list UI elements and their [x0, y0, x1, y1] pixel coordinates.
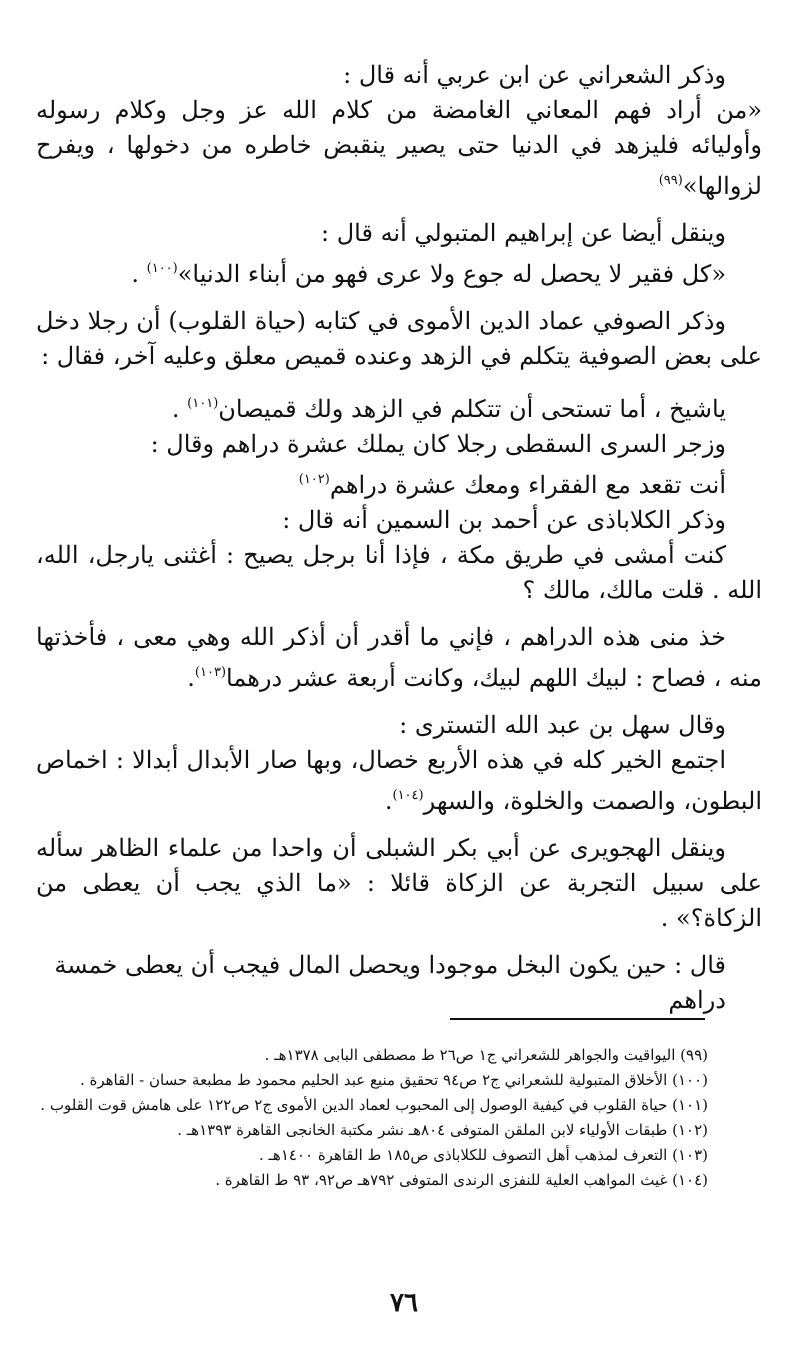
quote-paragraph: [36, 386, 762, 427]
paragraph-text: «كل فقير لا يحصل له جوع ولا عرى فهو من أبناء الدنيا»: [177, 260, 726, 288]
quote-paragraph: [36, 743, 762, 819]
footnote-ref: (٩٩): [658, 173, 683, 188]
footnote-ref: (١٠٠): [146, 261, 178, 276]
quote-paragraph: كنت أمشى في طريق مكة ، فإذا أنا برجل يصيح : أغثنى يارجل، الله، الله . قلت مالك، مالك ؟: [36, 541, 762, 604]
footnotes: [40, 1043, 708, 1193]
quote-paragraph: [36, 462, 762, 503]
paragraph-text: «من أراد فهم المعاني الغامضة من كلام الله عز وجل وكلام رسوله وأوليائه فليزهد في الدنيا حتى يصير ينقبض خاطره من دخولها ، ويفرح لزوالها»: [36, 96, 762, 200]
page-number: ٧٦: [390, 1288, 418, 1318]
footnote: (١٠٣) التعرف لمذهب أهل التصوف للكلاباذى ص١٨٥ ط القاهرة ١٤٠٠هـ .: [258, 1146, 708, 1164]
punctuation: .: [384, 787, 393, 815]
paragraph: وينقل الهجويرى عن أبي بكر الشبلى أن واحدا من علماء الظاهر سأله على سبيل التجربة عن الزكاة قائلا : «ما الذي يجب أن يعطى من الزكاة؟» .: [36, 834, 762, 932]
paragraph-text: ياشيخ ، أما تستحى أن تتكلم في الزهد ولك قميصان: [218, 395, 726, 423]
paragraph: وينقل أيضا عن إبراهيم المتبولي أنه قال :: [321, 219, 726, 247]
quote-paragraph: [36, 251, 762, 292]
main-text: [36, 58, 762, 1030]
footnote-ref: (١٠١): [187, 396, 219, 411]
paragraph: وزجر السرى السقطى رجلا كان يملك عشرة دراهم وقال :: [150, 430, 726, 458]
footnote-separator: [450, 1018, 705, 1020]
paragraph: وذكر الصوفي عماد الدين الأموى في كتابه (حياة القلوب) أن رجلا دخل على بعض الصوفية يتكلم في الزهد وعنده قميص معلق وعليه آخر، فقال :: [36, 307, 762, 370]
footnote: (٩٩) اليواقيت والجواهر للشعراني ج١ ص٢٦ ط مصطفى البابى ١٣٧٨هـ .: [264, 1046, 708, 1064]
punctuation: .: [131, 260, 147, 288]
footnote: (١٠٠) الأخلاق المتبولية للشعراني ج٢ ص٩٤ تحقيق منيع عبد الحليم محمود ط مطبعة حسان - القاهرة .: [79, 1071, 708, 1089]
footnote: (١٠٢) طبقات الأولياء لابن الملقن المتوفى ٨٠٤هـ نشر مكتبة الخانجى القاهرة ١٣٩٣هـ .: [177, 1121, 708, 1139]
paragraph: وذكر الكلاباذى عن أحمد بن السمين أنه قال :: [282, 506, 726, 534]
paragraph-text: أنت تقعد مع الفقراء ومعك عشرة دراهم: [329, 471, 726, 499]
footnote: (١٠١) حياة القلوب في كيفية الوصول إلى المحبوب لعماد الدين الأموى ج٢ ص١٢٢ على هامش قوت القلوب .: [40, 1096, 708, 1114]
paragraph: وذكر الشعراني عن ابن عربي أنه قال :: [343, 61, 726, 89]
punctuation: .: [187, 664, 195, 692]
punctuation: .: [171, 395, 188, 423]
paragraph-text: خذ منى هذه الدراهم ، فإني ما أقدر أن أذكر الله وهي معى ، فأخذتها منه ، فصاح : لبيك اللهم لبيك، وكانت أربعة عشر درهما: [36, 623, 762, 692]
quote-paragraph: [36, 620, 762, 696]
footnote-ref: (١٠٢): [298, 472, 330, 487]
footnote-ref: (١٠٤): [392, 788, 424, 803]
footnote: (١٠٤) غيث المواهب العلية للنفزى الرندى المتوفى ٧٩٢هـ ص٩٢، ٩٣ ط القاهرة .: [215, 1171, 708, 1189]
paragraph: وقال سهل بن عبد الله التسترى :: [399, 711, 726, 739]
paragraph: قال : حين يكون البخل موجودا ويحصل المال فيجب أن يعطى خمسة دراهم: [54, 951, 726, 1014]
quote-paragraph: [36, 93, 762, 204]
paragraph-text: اجتمع الخير كله في هذه الأربع خصال، وبها صار الأبدال أبدالا : اخماص البطون، والصمت والخلوة، والسهر: [36, 746, 762, 815]
footnote-ref: (١٠٣): [194, 665, 227, 680]
